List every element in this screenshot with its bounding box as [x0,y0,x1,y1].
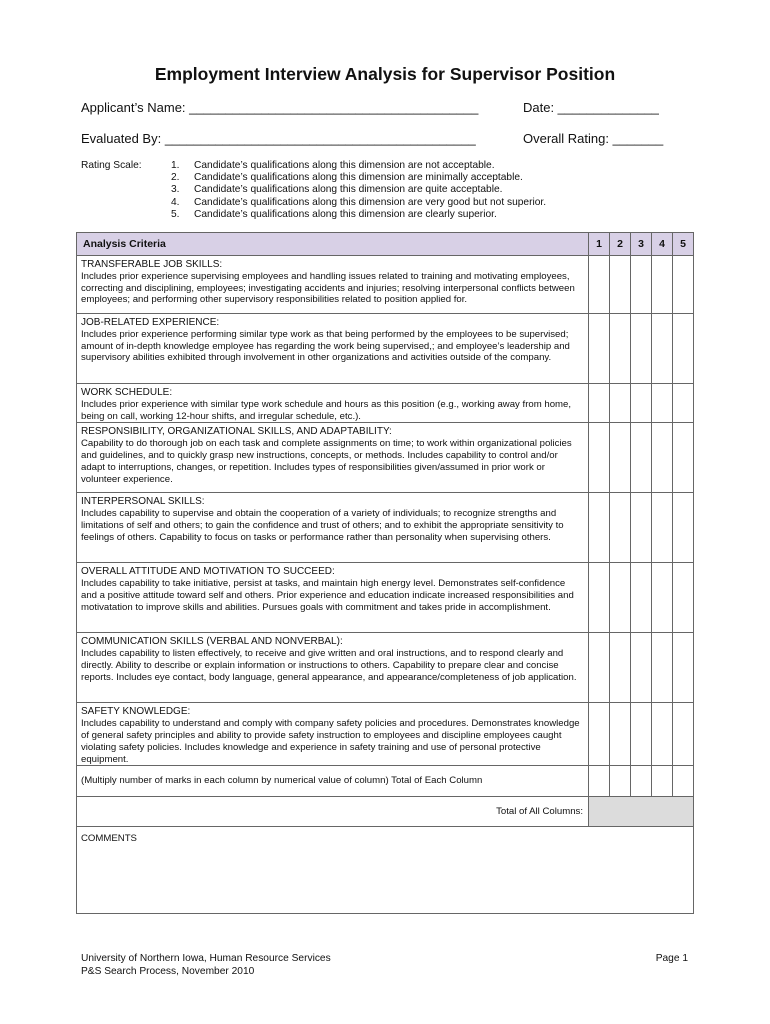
analysis-criteria-header: Analysis Criteria [77,233,589,256]
criteria-title: WORK SCHEDULE: [81,387,173,398]
criteria-row [77,493,694,563]
rating-cell-3[interactable] [631,256,652,314]
criteria-row [77,314,694,384]
rating-cell-1[interactable] [589,563,610,633]
total-all-columns-label: Total of All Columns: [77,797,589,827]
rating-cell-2[interactable] [610,256,631,314]
rating-scale-number: 5. [171,208,180,220]
rating-cell-5[interactable] [673,633,694,703]
rating-cell-1[interactable] [589,256,610,314]
criteria-description: Capability to do thorough job on each task and complete assignments on time; to work within organizational policies and guidelines, and to quickly grasp new instructions, concepts, or methods. Includes capability to control and/or adapt to interruptions, changes, or repetition. Includes types of responsibilities given/assumed in prior work or volunteer experience. [81,438,572,485]
rating-cell-2[interactable] [610,703,631,766]
column-header-4: 4 [652,233,673,256]
column-header-1: 1 [589,233,610,256]
rating-cell-4[interactable] [652,423,673,493]
footer-org-line-1: University of Northern Iowa, Human Resource Services [81,953,331,964]
rating-scale-label: Rating Scale: [81,160,142,171]
rating-cell-4[interactable] [652,256,673,314]
criteria-cell [77,256,589,314]
page-title: Employment Interview Analysis for Supervisor Position [154,64,616,84]
criteria-title: INTERPERSONAL SKILLS: [81,496,205,508]
analysis-table [76,232,694,914]
criteria-description: Includes prior experience supervising employees and handling issues related to training and motivating employees, correcting and disciplining, employees; investigating accidents and injuries; resolving interpersonal conflicts between employees; and performing other supervisory responsibilities related to position applied for. [81,270,575,306]
total-all-columns-value[interactable] [589,797,694,827]
criteria-description: Includes capability to listen effectively, to receive and give written and oral instructions, and to respond clearly and directly. Ability to describe or explain information or instructions to others. Capability to prepare clear and concise reports. Includes eye contact, body language, general appearance, and appearance/completeness of job application. [81,648,577,683]
rating-cell-4[interactable] [652,563,673,633]
criteria-title: TRANSFERABLE JOB SKILLS: [81,259,223,270]
rating-cell-1[interactable] [589,384,610,423]
footer-org-line-2: P&S Search Process, November 2010 [81,966,255,977]
rating-scale-text: Candidate’s qualifications along this dimension are minimally acceptable. [194,172,523,184]
rating-cell-2[interactable] [610,314,631,384]
rating-cell-4[interactable] [652,633,673,703]
rating-cell-2[interactable] [610,423,631,493]
rating-cell-3[interactable] [631,384,652,423]
rating-scale-number: 4. [171,196,180,208]
criteria-cell [77,493,589,563]
total-column-2[interactable] [610,766,631,797]
rating-cell-2[interactable] [610,633,631,703]
rating-scale-text: Candidate’s qualifications along this dimension are not acceptable. [194,160,495,171]
criteria-cell [77,703,589,766]
criteria-row [77,703,694,766]
comments-box[interactable] [77,827,694,914]
rating-cell-5[interactable] [673,314,694,384]
rating-cell-2[interactable] [610,563,631,633]
rating-cell-1[interactable] [589,423,610,493]
criteria-description: Includes capability to understand and comply with company safety policies and procedures. Demonstrates knowledge of general safety principles and ability to provide safety instruction to employees and discipline employees caught violating safety policies. Includes knowledge and experience in safety training and use of personal protective equipment. [81,718,580,765]
criteria-description: Includes capability to take initiative, persist at tasks, and maintain high energy level. Demonstrates self-confidence and a positive attitude toward self and others. Prior experience and education indicate increased responsibilities and motivatation to improve skills and abilities. Pursues goals with commitment and takes pride in accomplishment. [81,578,574,613]
rating-cell-5[interactable] [673,703,694,766]
evaluated-by-field[interactable]: Evaluated By: ___________________________________________ [81,131,476,146]
rating-cell-4[interactable] [652,314,673,384]
rating-cell-5[interactable] [673,256,694,314]
rating-cell-2[interactable] [610,384,631,423]
comments-label: COMMENTS [81,833,137,845]
rating-scale-number: 3. [171,184,180,196]
rating-scale-text: Candidate’s qualifications along this dimension are very good but not superior. [194,196,547,208]
total-column-1[interactable] [589,766,610,797]
column-header-3: 3 [631,233,652,256]
rating-cell-3[interactable] [631,563,652,633]
multiply-row-label: (Multiply number of marks in each column by numerical value of column) Total of Each Column [77,766,589,797]
criteria-cell [77,314,589,384]
footer-page-number: Page 1 [655,953,688,964]
rating-cell-5[interactable] [673,563,694,633]
column-header-2: 2 [610,233,631,256]
criteria-description: Includes prior experience with similar type work schedule and hours as this position (e.g., working away from home, being on call, working 12-hour shifts, and irregular schedule, etc.). [81,398,572,422]
rating-cell-3[interactable] [631,314,652,384]
rating-cell-4[interactable] [652,703,673,766]
rating-scale-number: 1. [171,160,180,171]
column-header-5: 5 [673,233,694,256]
criteria-row [77,256,694,314]
criteria-row [77,633,694,703]
criteria-title: SAFETY KNOWLEDGE: [81,706,191,718]
criteria-description: Includes capability to supervise and obtain the cooperation of a variety of individuals; to recognize strengths and limitations of self and others; to gain the confidence and trust of others; and to exhibit the appropriate sensitivity to feelings of others. Capability to focus on tasks or performance rather than personality when supervising others. [81,508,564,543]
criteria-title: RESPONSIBILITY, ORGANIZATIONAL SKILLS, AND ADAPTABILITY: [81,426,392,438]
criteria-title: JOB-RELATED EXPERIENCE: [81,317,220,328]
rating-cell-1[interactable] [589,314,610,384]
rating-cell-3[interactable] [631,703,652,766]
rating-cell-5[interactable] [673,493,694,563]
rating-scale-text: Candidate’s qualifications along this dimension are clearly superior. [194,208,497,220]
rating-cell-3[interactable] [631,493,652,563]
total-column-4[interactable] [652,766,673,797]
criteria-row [77,423,694,493]
rating-cell-3[interactable] [631,423,652,493]
rating-scale-number: 2. [171,172,180,184]
overall-rating-field[interactable]: Overall Rating: _______ [523,131,664,146]
rating-cell-3[interactable] [631,633,652,703]
criteria-cell [77,563,589,633]
rating-cell-2[interactable] [610,493,631,563]
total-column-5[interactable] [673,766,694,797]
rating-cell-1[interactable] [589,493,610,563]
rating-cell-5[interactable] [673,384,694,423]
criteria-row [77,563,694,633]
criteria-cell [77,384,589,423]
rating-cell-1[interactable] [589,703,610,766]
applicant-name-field[interactable]: Applicant’s Name: ________________________________________ [81,100,479,115]
rating-cell-5[interactable] [673,423,694,493]
date-field[interactable]: Date: ______________ [523,100,659,115]
criteria-title: OVERALL ATTITUDE AND MOTIVATION TO SUCCEED: [81,566,335,578]
rating-cell-4[interactable] [652,384,673,423]
rating-cell-1[interactable] [589,633,610,703]
criteria-title: COMMUNICATION SKILLS (VERBAL AND NONVERBAL): [81,636,343,648]
criteria-description: Includes prior experience performing similar type work as that being performed by the employees to be supervised; amount of in-depth knowledge employee has regarding the work being supervised,; and employee’s leadership and supervisory abilities exhibited through involvement in other organizations and activities outside of the company. [81,328,570,364]
rating-scale-text: Candidate’s qualifications along this dimension are quite acceptable. [194,184,503,196]
rating-cell-4[interactable] [652,493,673,563]
criteria-cell [77,423,589,493]
criteria-row [77,384,694,423]
total-column-3[interactable] [631,766,652,797]
criteria-cell [77,633,589,703]
